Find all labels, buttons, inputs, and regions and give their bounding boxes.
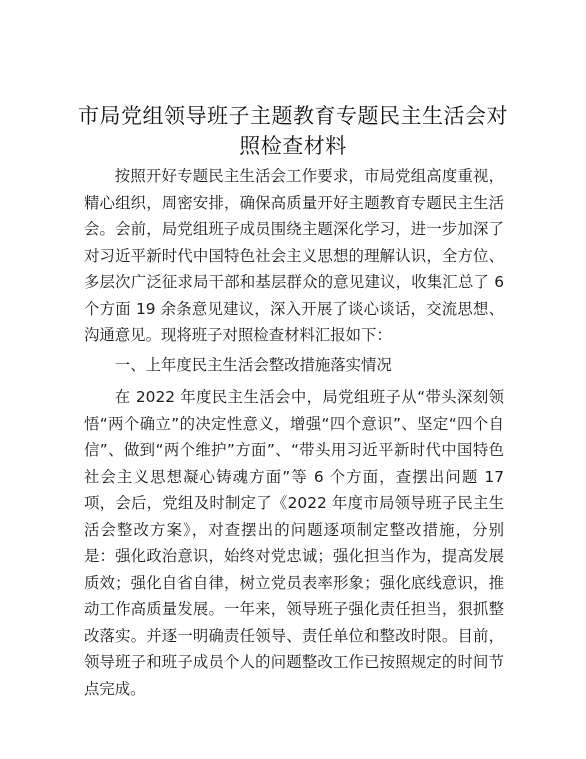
document-body [84, 163, 504, 702]
document-title: 市局党组领导班子主题教育专题民主生活会对照检查材料 [78, 104, 508, 158]
section-heading: 一、上年度民主生活会整改措施落实情况 [114, 355, 392, 374]
section-paragraph: 在 2022 年度民主生活会中，局党组班子从“带头深刻领悟“两个确立”的决定性意义，增强“四个意识”、坚定“四个自信”、做到“两个维护”方面”、“带头用习近平新时代中国特色社会主义思想凝心铸魂方面”等 6 个方面，查摆出问题 17 项，会后，党组及时制定了《2022 年度市局领导班子民主生活会整改方案》，对查摆出的问题逐项制定整改措施，分别是：强化政治意识，始终对党忠诚；强化担当作为，提高发展质效；强化自省自律，树立党员表率形象；强化底线意识，推动工作高质量发展。一年来，领导班子强化责任担当，狠抓整改落实。并逐一明确责任领导、责任单位和整改时限。目前，领导班子和班子成员个人的问题整改工作已按照规定的时间节点完成。 [84, 388, 504, 698]
intro-paragraph: 按照开好专题民主生活会工作要求，市局党组高度重视，精心组织，周密安排，确保高质量开好主题教育专题民主生活会。会前，局党组班子成员围绕主题深化学习，进一步加深了对习近平新时代中国特色社会主义思想的理解认识，全方位、多层次广泛征求局干部和基层群众的意见建议，收集汇总了 6 个方面 19 余条意见建议，深入开展了谈心谈话，交流思想、沟通意见。现将班子对照检查材料汇报如下： [84, 167, 504, 344]
